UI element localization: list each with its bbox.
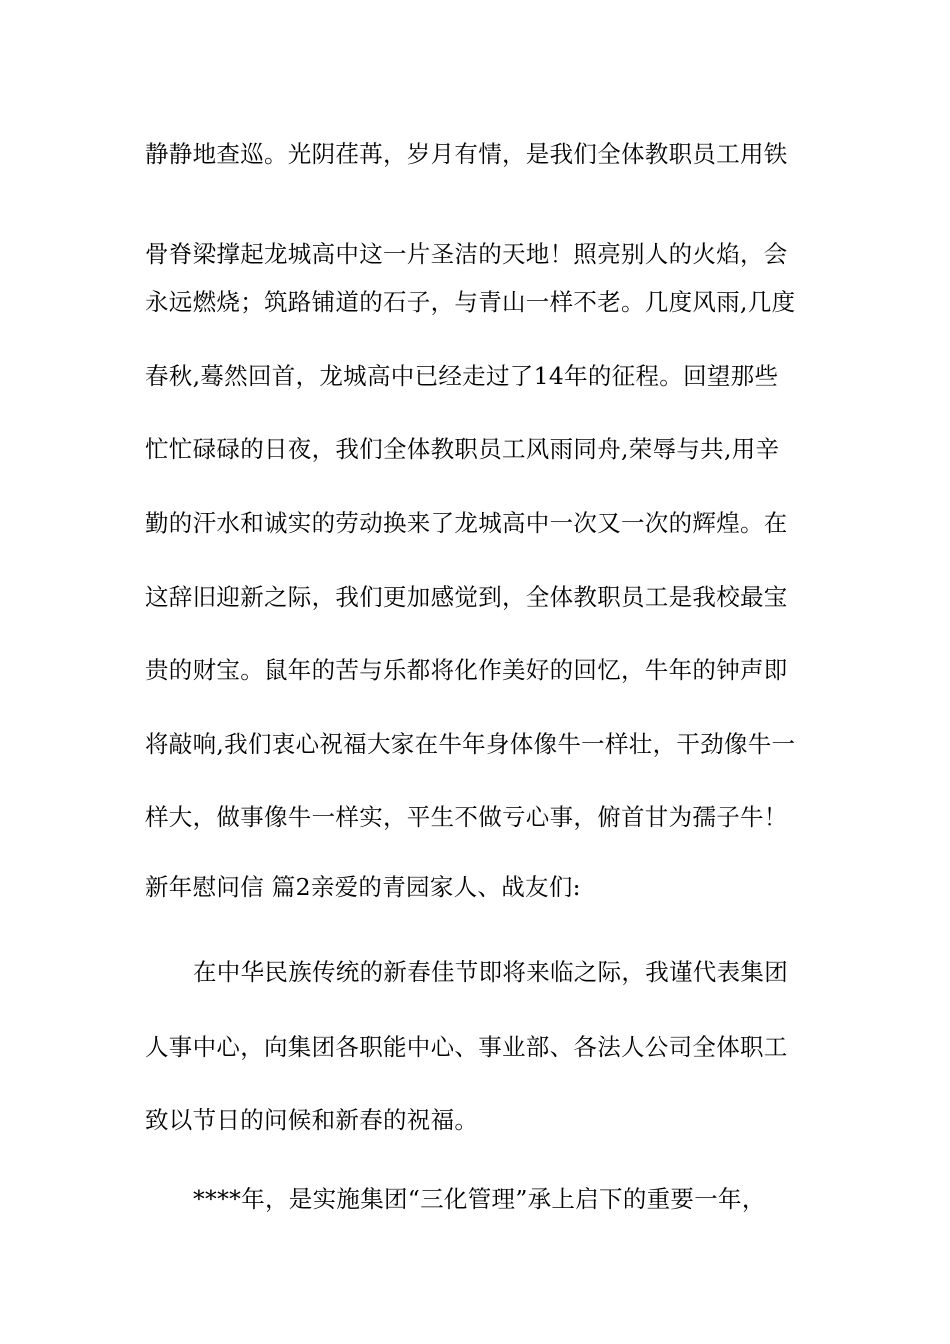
paragraph-start-line: ****年，是实施集团“三化管理”承上启下的重要一年， xyxy=(193,1185,766,1213)
section-heading: 新年慰问信 篇2亲爱的青园家人、战友们: xyxy=(145,873,581,901)
text-line: 这辞旧迎新之际，我们更加感觉到，全体教职员工是我校最宝 xyxy=(145,583,788,611)
text-line: 忙忙碌碌的日夜，我们全体教职员工风雨同舟,荣辱与共,用辛 xyxy=(145,435,780,463)
text-line: 贵的财宝。鼠年的苦与乐都将化作美好的回忆，牛年的钟声即 xyxy=(145,656,788,684)
text-line: 勤的汗水和诚实的劳动换来了龙城高中一次又一次的辉煌。在 xyxy=(145,509,788,537)
text-line: 静静地查巡。光阴荏苒，岁月有情，是我们全体教职员工用铁 xyxy=(145,140,788,168)
text-line: 样大，做事像牛一样实，平生不做亏心事，俯首甘为孺子牛！ xyxy=(145,803,788,831)
text-line: 骨脊梁撑起龙城高中这一片圣洁的天地！照亮别人的火焰，会 xyxy=(145,240,788,268)
text-line: 永远燃烧；筑路铺道的石子，与青山一样不老。几度风雨,几度 xyxy=(145,288,796,316)
paragraph-start-line: 在中华民族传统的新春佳节即将来临之际，我谨代表集团 xyxy=(193,958,788,986)
text-line: 将敲响,我们衷心祝福大家在牛年身体像牛一样壮，干劲像牛一 xyxy=(145,730,796,758)
text-line: 春秋,蓦然回首，龙城高中已经走过了14年的征程。回望那些 xyxy=(145,362,779,390)
text-line: 人事中心，向集团各职能中心、事业部、各法人公司全体职工 xyxy=(145,1033,788,1061)
text-line: 致以节日的问候和新春的祝福。 xyxy=(145,1106,479,1134)
